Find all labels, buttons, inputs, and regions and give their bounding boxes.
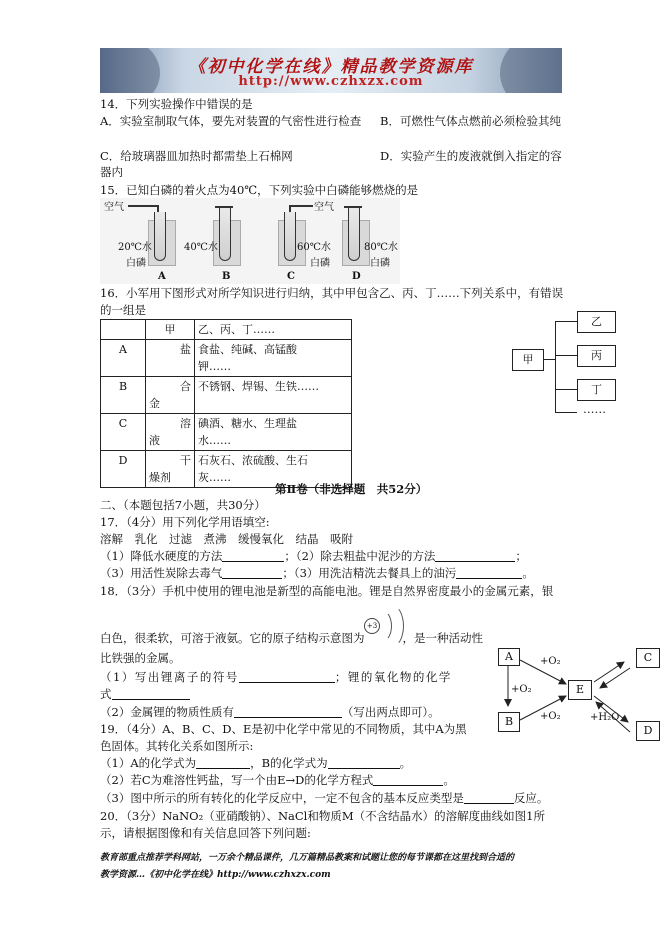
o2-label-ae: +O₂	[540, 656, 561, 667]
lithium-atom-diagram	[364, 608, 404, 644]
q14-option-a: A．实验室制取气体，要先对装置的气密性进行检查	[100, 114, 362, 128]
temp-label-b: 40℃水	[184, 242, 218, 253]
atom-nucleus: +3	[364, 618, 380, 634]
q16-stem-cont: 的一组是	[100, 303, 146, 317]
air-label-c: 空气	[314, 202, 334, 213]
q15-figure	[100, 198, 400, 284]
row-b-option: B	[101, 377, 146, 414]
part2-title: 第Ⅱ卷（非选择题 共52分）	[275, 482, 428, 496]
q17-blank-3[interactable]	[222, 567, 282, 579]
temp-label-c: 60℃水	[297, 242, 331, 253]
row-c-items: 碘酒、糖水、生理盐	[198, 417, 297, 430]
q15-stem: 15．已知白磷的着火点为40℃，下列实验中白磷能够燃烧的是	[100, 183, 419, 197]
q14-option-d: D．实验产生的废液就倒入指定的容	[380, 149, 562, 163]
tree-child-3: 丁	[577, 379, 616, 401]
q16-stem: 16．小军用下图形式对所学知识进行归纳，其中甲包含乙、丙、丁……下列关系中，有错误	[100, 286, 564, 300]
q19-blank-4[interactable]	[464, 792, 514, 804]
row-d-items: 石灰石、浓硫酸、生石	[198, 454, 308, 467]
q14-option-b: B．可燃性气体点燃前必须检验其纯	[380, 114, 561, 128]
q17-words: 溶解 乳化 过滤 煮沸 缓慢氧化 结晶 吸附	[100, 532, 353, 546]
tree-root: 甲	[512, 349, 544, 371]
node-d: D	[636, 721, 660, 741]
part2-section: 二、（本题包括7小题，共30分）	[100, 498, 266, 512]
row-b-jia: 合	[180, 380, 191, 393]
footer-line1: 教育部重点推荐学科网站，一万余个精品课件，几万篇精品教案和试题让您的每节课都在这里找到合适的	[100, 853, 515, 863]
q18-line2: 白色，很柔软，可溶于液氨。它的原子结构示意图为 ，是一种活动性	[100, 631, 483, 645]
label-b: B	[222, 271, 231, 282]
o2-label-ab: +O₂	[511, 684, 532, 695]
row-a-items: 食盐、纯碱、高锰酸	[198, 343, 297, 356]
label-c: C	[287, 271, 295, 282]
banner-title: 《初中化学在线》精品教学资源库	[188, 57, 474, 77]
q17-stem: 17．（4分）用下列化学用语填空:	[100, 515, 270, 529]
q19-blank-3[interactable]	[373, 774, 443, 786]
q19-blank-2[interactable]	[328, 757, 400, 769]
q18-part1-cont: 式	[100, 686, 190, 702]
q17-blank-1[interactable]	[222, 550, 284, 562]
header-banner	[100, 48, 562, 93]
phosphorus-label-d: 白磷	[370, 258, 390, 269]
q18-part2: （2）金属锂的物质性质有 （写出两点即可）。	[100, 705, 440, 719]
temp-label-a: 20℃水	[118, 242, 152, 253]
phosphorus-label-c: 白磷	[310, 258, 330, 269]
q17-line2: （3）用活性炭除去毒气 ；（3）用洗洁精洗去餐具上的油污 。	[100, 566, 534, 580]
node-c: C	[636, 648, 660, 668]
label-d: D	[352, 271, 361, 282]
q18-blank-3[interactable]	[234, 706, 342, 718]
row-a-option: A	[101, 340, 146, 377]
table-head-jia: 甲	[146, 320, 195, 340]
q19-part3: （3）图中所示的所有转化的化学反应中，一定不包含的基本反应类型是 反应。	[100, 791, 549, 805]
row-a-jia: 盐	[180, 343, 191, 356]
h2o-label: +H₂O	[590, 712, 620, 723]
q17-line1: （1）降低水硬度的方法 ；（2）除去粗盐中泥沙的方法 ；	[100, 549, 527, 563]
q14-stem: 14．下列实验操作中错误的是	[100, 97, 253, 111]
node-b: B	[498, 712, 520, 732]
q18-part1: （1）写出锂离子的符号 ；锂的氧化物的化学	[100, 670, 452, 684]
q14-option-c: C．给玻璃器皿加热时都需垫上石棉网	[100, 149, 293, 163]
q19-line1: 19．（4分）A、B、C、D、E是初中化学中常见的不同物质，其中A为黑	[100, 722, 467, 736]
temp-label-d: 80℃水	[364, 242, 398, 253]
q17-blank-2[interactable]	[435, 550, 515, 562]
row-b-items: 不锈钢、焊锡、生铁……	[198, 380, 319, 393]
q20-line2: 示，请根据图像和有关信息回答下列问题:	[100, 826, 311, 840]
q19-blank-1[interactable]	[196, 757, 250, 769]
q18-blank-1[interactable]	[239, 671, 335, 683]
q14-option-d-cont: 器内	[100, 165, 123, 179]
q20-line1: 20．（3分）NaNO₂（亚硝酸钠）、NaCl和物质M（不含结晶水）的溶解度曲线如图1所	[100, 809, 545, 823]
q19-part1: （1）A的化学式为 ，B的化学式为 。	[100, 756, 412, 770]
q18-line1: 18．（3分）手机中使用的锂电池是新型的高能电池。锂是自然界密度最小的金属元素，银	[100, 584, 554, 598]
node-e: E	[568, 680, 592, 700]
row-d-jia: 干	[180, 454, 191, 467]
q19-part2: （2）若C为难溶性钙盐，写一个由E→D的化学方程式 。	[100, 773, 455, 787]
phosphorus-label-a: 白磷	[126, 258, 146, 269]
air-label-a: 空气	[104, 202, 124, 213]
q18-blank-2[interactable]	[112, 688, 190, 700]
row-c-jia: 溶	[180, 417, 191, 430]
row-d-option: D	[101, 451, 146, 488]
o2-label-be: +O₂	[540, 711, 561, 722]
tree-child-1: 乙	[577, 311, 616, 333]
q19-line2: 色固体。其转化关系如图所示:	[100, 739, 254, 753]
label-a: A	[158, 271, 166, 282]
banner-url: http://www.czhxzx.com	[238, 74, 424, 89]
q18-line3: 比铁强的金属。	[100, 651, 181, 665]
q16-table: 甲 乙、丙、丁…… A 盐 食盐、纯碱、高锰酸 钾…… B 合 金 不锈钢、焊锡、生铁…… C 溶 液 碘酒、糖水、生理盐 水…… D 干 燥剂 石灰石、浓硫酸、生石 灰……	[100, 319, 352, 488]
node-a: A	[498, 648, 520, 666]
tree-more: ……	[583, 402, 606, 416]
table-head-items: 乙、丙、丁……	[195, 320, 352, 340]
q17-blank-4[interactable]	[456, 567, 522, 579]
tree-child-2: 丙	[577, 345, 616, 367]
footer-line2: 教学资源…《初中化学在线》http://www.czhxzx.com	[100, 870, 331, 880]
row-c-option: C	[101, 414, 146, 451]
